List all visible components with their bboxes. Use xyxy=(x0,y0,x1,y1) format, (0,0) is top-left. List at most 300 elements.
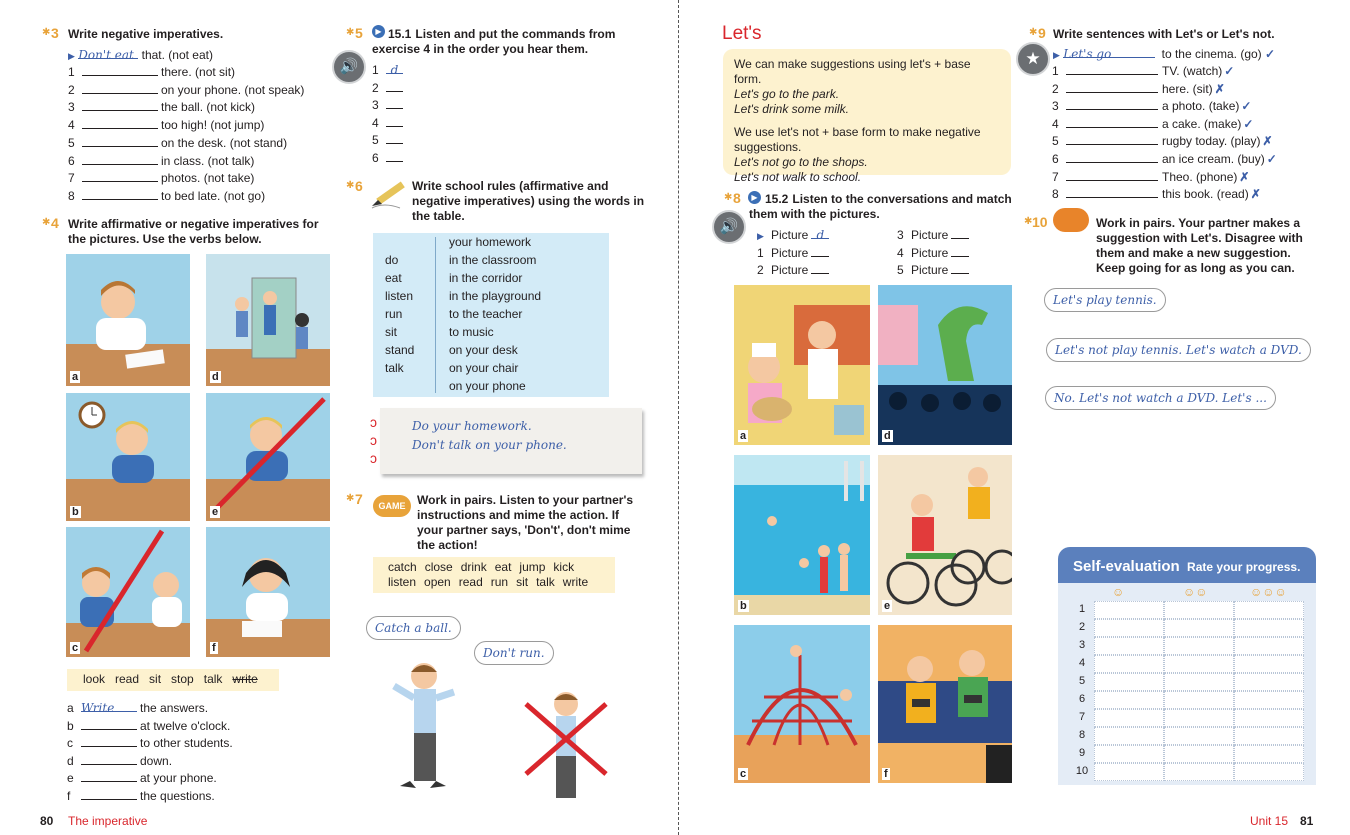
item-text: rugby today. (play) xyxy=(1162,134,1261,149)
rating-cell[interactable] xyxy=(1164,763,1234,781)
answer-blank[interactable] xyxy=(81,718,137,730)
rating-cell[interactable] xyxy=(1094,745,1164,763)
check-mark: ✓ xyxy=(1224,64,1235,78)
difficulty-star-icon: ✱ xyxy=(346,27,355,38)
table-phrase: in the classroom xyxy=(449,253,537,267)
page-number-left: 80 xyxy=(40,814,54,828)
ex8-instruction-2: them with the pictures. xyxy=(749,207,880,221)
item-letter: f xyxy=(67,789,71,803)
answer-blank[interactable] xyxy=(386,97,403,109)
ex5-number: 5 xyxy=(355,25,363,41)
rating-cell[interactable] xyxy=(1094,601,1164,619)
table-verb: sit xyxy=(385,325,397,339)
row-number: 9 xyxy=(1078,747,1086,759)
speech-bubble-icon xyxy=(1053,208,1089,232)
ex10-instruction: Work in pairs. Your partner makes a suggestion with Let's. Disagree with them and make a new suggestion. Keep going for as long as you can. xyxy=(1096,216,1303,275)
ex5-instruction: 15.1 Listen and put the commands from xyxy=(388,27,616,41)
rating-cell[interactable] xyxy=(1094,709,1164,727)
answer-blank[interactable] xyxy=(951,245,969,257)
list-item xyxy=(68,82,304,98)
self-evaluation-panel xyxy=(1058,547,1316,785)
check-mark: ✗ xyxy=(1239,169,1250,184)
boy-waiting-clock-illustration xyxy=(66,393,190,521)
answer-blank[interactable] xyxy=(811,245,829,257)
girl-reading-illustration xyxy=(206,527,330,657)
ex5-instruction-2: exercise 4 in the order you hear them. xyxy=(372,42,589,56)
item-number: 4 xyxy=(1052,116,1059,131)
audio-track-icon: ▶ xyxy=(372,25,385,38)
item-letter: e xyxy=(67,771,74,786)
list-item xyxy=(68,170,254,186)
boy-phone-crossed-illustration xyxy=(206,393,330,521)
rating-cell[interactable] xyxy=(1164,637,1234,655)
item-number: 6 xyxy=(372,151,379,165)
item-text: too high! (not jump) xyxy=(161,118,265,133)
picture-word: Picture xyxy=(911,245,949,260)
answer-blank[interactable]: d xyxy=(386,62,403,74)
picture-8f xyxy=(878,625,1012,783)
list-item xyxy=(757,227,829,243)
item-text: photos. (not take) xyxy=(161,171,255,186)
picture-label-8a: a xyxy=(740,430,747,442)
rating-cell[interactable] xyxy=(1094,637,1164,655)
item-number: 2 xyxy=(757,263,764,278)
list-item xyxy=(1052,151,1277,167)
picture-word: Picture xyxy=(771,228,809,242)
rating-cell[interactable] xyxy=(1094,655,1164,673)
table-verb: run xyxy=(385,307,403,321)
list-item xyxy=(67,770,217,786)
spiral-ring-icon: ↄ xyxy=(370,414,377,430)
play-arrow-icon: ▶ xyxy=(68,51,75,61)
list-item xyxy=(897,245,969,261)
swimming-pool-illustration xyxy=(734,455,870,615)
row-number: 6 xyxy=(1078,693,1086,705)
students-talking-crossed-illustration xyxy=(66,527,190,657)
rating-cell[interactable] xyxy=(1164,601,1234,619)
star-icon: ★ xyxy=(1016,42,1050,76)
answer-blank[interactable] xyxy=(1066,133,1158,145)
ex7-word-box xyxy=(373,557,615,593)
list-item xyxy=(372,132,403,148)
answer-blank[interactable] xyxy=(386,80,403,92)
list-item xyxy=(372,115,403,131)
smiley-one-icon: ☺ xyxy=(1112,585,1125,599)
item-number: 1 xyxy=(1052,64,1059,78)
answer-blank[interactable] xyxy=(82,153,158,165)
ex9-example-mark: ✓ xyxy=(1265,47,1276,61)
list-item xyxy=(372,150,403,166)
rating-cell[interactable] xyxy=(1234,655,1304,673)
rating-cell[interactable] xyxy=(1094,727,1164,745)
list-item xyxy=(1052,186,1261,202)
table-phrase: on your chair xyxy=(449,361,519,375)
smiley-two-icon: ☺☺ xyxy=(1183,585,1208,599)
climbing-frame-illustration xyxy=(734,625,870,783)
item-text: down. xyxy=(140,753,173,768)
unit-label: Unit 15 xyxy=(1250,814,1289,828)
item-number: 6 xyxy=(68,153,75,168)
picture-d xyxy=(206,254,330,386)
list-item xyxy=(68,135,287,151)
verb-word: sit xyxy=(149,672,162,686)
ex4-number: 4 xyxy=(51,215,59,231)
rating-cell[interactable] xyxy=(1164,619,1234,637)
item-number: 7 xyxy=(68,171,75,186)
speaker-icon[interactable]: 🔊 xyxy=(332,50,366,84)
item-letter: d xyxy=(67,753,74,768)
page-number-right: 81 xyxy=(1300,814,1314,828)
item-number: 2 xyxy=(68,82,75,97)
ex4-verb-box xyxy=(67,669,279,691)
answer-blank[interactable] xyxy=(82,135,158,147)
picture-label-8e: e xyxy=(884,600,891,612)
picture-f xyxy=(206,527,330,657)
cooking-illustration xyxy=(734,285,870,445)
item-number: 1 xyxy=(372,63,379,77)
difficulty-star-icon: ✱ xyxy=(1029,27,1038,38)
boys-miming-illustration xyxy=(380,656,620,806)
item-text: here. (sit) xyxy=(1162,81,1213,96)
picture-8b xyxy=(734,455,870,615)
rating-cell[interactable] xyxy=(1234,637,1304,655)
boy-writing-illustration xyxy=(66,254,190,386)
row-number: 5 xyxy=(1078,675,1086,687)
speech-bubble-1: Let's play tennis. xyxy=(1044,288,1166,312)
action-word: read xyxy=(458,575,483,589)
list-item xyxy=(67,788,215,804)
picture-label-a: a xyxy=(72,371,79,383)
answer-blank[interactable] xyxy=(811,262,829,274)
difficulty-star-icon: ✱ xyxy=(42,27,51,38)
action-word: catch xyxy=(388,560,417,574)
picture-label-f: f xyxy=(212,642,216,654)
action-word: open xyxy=(424,575,451,589)
item-number: 3 xyxy=(372,98,379,113)
ex4-instruction: Write affirmative or negative imperatives for the pictures. Use the verbs below. xyxy=(68,217,319,246)
difficulty-star-icon: ✱ xyxy=(42,217,51,228)
picture-8c xyxy=(734,625,870,783)
action-word: jump xyxy=(519,560,546,574)
answer-blank[interactable] xyxy=(1066,116,1158,128)
list-item xyxy=(67,753,172,769)
ex8-number: 8 xyxy=(733,190,741,206)
ex3-instruction: Write negative imperatives. xyxy=(68,27,224,41)
item-text: to other students. xyxy=(140,736,233,751)
spiral-ring-icon: ↄ xyxy=(370,450,377,466)
ex3-number: 3 xyxy=(51,25,59,41)
action-word: listen xyxy=(388,575,417,589)
table-phrase: to music xyxy=(449,325,494,339)
answer-blank[interactable] xyxy=(951,227,969,239)
rating-cell[interactable] xyxy=(1164,709,1234,727)
ex9-example xyxy=(1053,46,1275,62)
students-standing-illustration xyxy=(206,254,330,386)
list-item xyxy=(897,262,969,278)
table-verb: talk xyxy=(385,361,404,375)
action-word: talk xyxy=(536,575,555,589)
verb-word: read xyxy=(115,672,140,686)
speech-bubble-2: Let's not play tennis. Let's watch a DVD. xyxy=(1046,338,1311,362)
table-phrase: to the teacher xyxy=(449,307,523,321)
list-item xyxy=(67,735,233,751)
list-item xyxy=(372,62,403,78)
rating-cell[interactable] xyxy=(1234,763,1304,781)
picture-c xyxy=(66,527,190,657)
list-item xyxy=(1052,98,1251,114)
difficulty-star-icon: ✱ xyxy=(724,192,733,203)
check-mark: ✗ xyxy=(1250,187,1261,202)
rating-cell[interactable] xyxy=(1234,745,1304,763)
rating-cell[interactable] xyxy=(1164,727,1234,745)
page-divider xyxy=(678,0,679,835)
ex6-table xyxy=(373,233,609,397)
answer-blank[interactable] xyxy=(1066,169,1158,181)
item-text: on your phone. (not speak) xyxy=(161,82,305,97)
table-verb: eat xyxy=(385,271,402,285)
check-mark: ✗ xyxy=(1262,134,1273,149)
item-text: there. (not sit) xyxy=(161,65,236,79)
table-verb: do xyxy=(385,253,399,267)
table-verb: listen xyxy=(385,289,414,303)
self-evaluation-header xyxy=(1058,547,1316,583)
picture-label-b: b xyxy=(72,506,79,518)
ex9-example-answer: Let's go xyxy=(1063,46,1155,58)
speech-bubble-3: No. Let's not watch a DVD. Let's ... xyxy=(1045,386,1276,410)
answer-blank[interactable] xyxy=(386,132,403,144)
list-item xyxy=(68,188,265,204)
answer-blank[interactable] xyxy=(386,150,403,162)
answer-blank[interactable] xyxy=(1066,81,1158,93)
list-item xyxy=(68,117,264,133)
list-item xyxy=(1052,81,1225,97)
table-phrase: your homework xyxy=(449,235,532,249)
answer-blank[interactable] xyxy=(1066,151,1158,163)
ex6-note-2: Don't talk on your phone. xyxy=(412,438,567,452)
answer-blank[interactable] xyxy=(951,262,969,274)
spiral-ring-icon: ↄ xyxy=(370,432,377,448)
list-item xyxy=(757,262,829,278)
self-evaluation-title: Self-evaluation xyxy=(1073,558,1180,575)
rating-cell[interactable] xyxy=(1234,691,1304,709)
row-number: 7 xyxy=(1078,711,1086,723)
item-text: Theo. (phone) xyxy=(1162,169,1238,184)
rating-cell[interactable] xyxy=(1094,673,1164,691)
difficulty-star-icon: ✱ xyxy=(346,180,355,191)
item-text: the questions. xyxy=(140,789,215,803)
rating-cell[interactable] xyxy=(1234,709,1304,727)
answer-blank[interactable] xyxy=(82,64,158,76)
item-number: 4 xyxy=(372,115,379,130)
row-number: 1 xyxy=(1078,603,1086,615)
picture-label-8c: c xyxy=(740,768,747,780)
ex10-number: 10 xyxy=(1032,214,1048,230)
row-number: 8 xyxy=(1078,729,1086,741)
item-text: the answers. xyxy=(140,701,209,715)
table-phrase: on your desk xyxy=(449,343,518,357)
rating-cell[interactable] xyxy=(1094,763,1164,781)
item-letter: c xyxy=(67,736,73,751)
dinosaur-cinema-illustration xyxy=(878,285,1012,445)
row-number: 3 xyxy=(1078,639,1086,651)
rating-cell[interactable] xyxy=(1094,691,1164,709)
picture-label-8f: f xyxy=(884,768,888,780)
action-word: write xyxy=(562,575,589,589)
answer-blank[interactable] xyxy=(81,753,137,765)
answer-blank[interactable] xyxy=(1066,63,1158,75)
picture-label-e: e xyxy=(212,506,219,518)
picture-word: Picture xyxy=(911,263,949,278)
rating-cell[interactable] xyxy=(1094,619,1164,637)
table-phrase: in the corridor xyxy=(449,271,523,285)
list-item xyxy=(68,99,255,115)
picture-8e xyxy=(878,455,1012,615)
action-word: drink xyxy=(460,560,487,574)
item-number: 3 xyxy=(897,228,904,242)
item-number: 4 xyxy=(68,118,75,133)
item-number: 5 xyxy=(372,133,379,148)
picture-word: Picture xyxy=(771,245,809,260)
answer-blank[interactable] xyxy=(82,188,158,200)
rating-cell[interactable] xyxy=(1164,655,1234,673)
row-number: 10 xyxy=(1075,765,1089,777)
item-text: on the desk. (not stand) xyxy=(161,135,288,150)
item-number: 2 xyxy=(1052,81,1059,96)
rating-cell[interactable] xyxy=(1234,619,1304,637)
ex6-notebook xyxy=(370,408,642,474)
item-number: 8 xyxy=(68,188,75,203)
picture-word: Picture xyxy=(911,228,949,242)
table-verb: stand xyxy=(385,343,415,357)
picture-8d xyxy=(878,285,1012,445)
cycling-illustration xyxy=(878,455,1012,615)
answer-blank[interactable] xyxy=(81,735,137,747)
check-mark: ✓ xyxy=(1266,152,1277,166)
ex9-number: 9 xyxy=(1038,25,1046,41)
audio-track-icon: ▶ xyxy=(748,191,761,204)
speaker-icon[interactable]: 🔊 xyxy=(712,210,746,244)
action-word: sit xyxy=(516,575,529,589)
item-letter: b xyxy=(67,718,74,733)
action-word: close xyxy=(424,560,453,574)
play-arrow-icon: ▶ xyxy=(757,231,764,241)
picture-word: Picture xyxy=(771,263,809,278)
picture-label-d: d xyxy=(212,371,219,383)
self-evaluation-subtitle: Rate your progress. xyxy=(1187,560,1301,574)
item-number: 1 xyxy=(757,245,764,260)
picture-label-8d: d xyxy=(884,430,891,442)
rating-cell[interactable] xyxy=(1164,673,1234,691)
play-arrow-icon: ▶ xyxy=(1053,50,1060,60)
difficulty-star-icon: ✱ xyxy=(1024,216,1033,227)
answer-blank[interactable]: d xyxy=(811,227,829,239)
check-mark: ✓ xyxy=(1243,116,1254,131)
item-number: 1 xyxy=(68,65,75,79)
answer-blank[interactable] xyxy=(82,117,158,129)
video-game-illustration xyxy=(878,625,1012,783)
picture-b xyxy=(66,393,190,521)
speech-bubble-dont-run: Don't run. xyxy=(474,641,554,665)
item-number: 6 xyxy=(1052,152,1059,166)
picture-a xyxy=(66,254,190,386)
item-text: TV. (watch) xyxy=(1162,64,1223,78)
picture-label-8b: b xyxy=(740,600,747,612)
item-number: 4 xyxy=(897,245,904,260)
page-title-left: The imperative xyxy=(68,814,148,828)
rating-cell[interactable] xyxy=(1234,673,1304,691)
ex3-example-answer: Don't eat xyxy=(78,47,138,59)
check-mark: ✓ xyxy=(1241,99,1252,114)
answer-blank[interactable] xyxy=(386,115,403,127)
answer-blank[interactable] xyxy=(82,82,158,94)
item-number: 5 xyxy=(897,263,904,278)
verb-word: look xyxy=(83,672,106,686)
difficulty-star-icon: ✱ xyxy=(346,493,355,504)
list-item xyxy=(757,245,829,261)
list-item xyxy=(1052,133,1273,149)
ex8-instruction: 15.2 Listen to the conversations and match xyxy=(765,192,1012,206)
list-item xyxy=(68,64,235,80)
lets-grammar-box: We can make suggestions using let's + base form. Let's go to the park. Let's drink some milk. We use let's not + base form to make negative suggestions. Let's not go to the shops. Let's not walk to school. xyxy=(723,49,1011,175)
item-text: the ball. (not kick) xyxy=(161,100,256,115)
rating-cell[interactable] xyxy=(1164,745,1234,763)
game-badge: GAME xyxy=(373,495,411,517)
pencil-icon xyxy=(370,176,410,210)
action-word: kick xyxy=(553,560,575,574)
ex6-instruction: Write school rules (affirmative and negative imperatives) using the words in the table. xyxy=(412,179,645,223)
picture-e xyxy=(206,393,330,521)
ex7-number: 7 xyxy=(355,491,363,507)
list-item xyxy=(67,700,208,716)
ex6-note-1: Do your homework. xyxy=(412,419,532,433)
rating-cell[interactable] xyxy=(1234,727,1304,745)
rating-cell[interactable] xyxy=(1164,691,1234,709)
item-text: at your phone. xyxy=(140,771,217,786)
list-item xyxy=(897,227,969,243)
verb-word: talk xyxy=(203,672,223,686)
item-text: a cake. (make) xyxy=(1162,116,1242,131)
item-number: 5 xyxy=(1052,134,1059,149)
speech-bubble-catch: Catch a ball. xyxy=(366,616,461,640)
list-item xyxy=(1052,169,1249,185)
action-word: eat xyxy=(494,560,512,574)
answer-blank[interactable] xyxy=(81,770,137,782)
item-number: 3 xyxy=(1052,99,1059,114)
picture-8a xyxy=(734,285,870,445)
list-item xyxy=(1052,63,1234,79)
item-text: to bed late. (not go) xyxy=(161,188,266,203)
answer-blank[interactable]: Write xyxy=(81,700,137,712)
answer-blank[interactable] xyxy=(1066,98,1158,110)
ex3-example-text: that. (not eat) xyxy=(141,48,213,62)
verb-word: write xyxy=(232,672,258,686)
item-number: 5 xyxy=(68,135,75,150)
table-phrase: in the playground xyxy=(449,289,542,303)
answer-blank[interactable] xyxy=(81,788,137,800)
ex7-instruction: Work in pairs. Listen to your partner's instructions and mime the action. If your partner says, 'Don't', don't mime the action! xyxy=(417,493,634,552)
item-text: an ice cream. (buy) xyxy=(1162,152,1265,166)
answer-blank[interactable] xyxy=(82,170,158,182)
picture-label-c: c xyxy=(72,642,79,654)
item-number: 7 xyxy=(1052,169,1059,184)
rating-cell[interactable] xyxy=(1234,601,1304,619)
list-item xyxy=(1052,116,1253,132)
answer-blank[interactable] xyxy=(82,99,158,111)
item-number: 3 xyxy=(68,100,75,115)
smiley-three-icon: ☺☺☺ xyxy=(1250,585,1287,599)
item-number: 2 xyxy=(372,80,379,95)
answer-blank[interactable] xyxy=(1066,186,1158,198)
